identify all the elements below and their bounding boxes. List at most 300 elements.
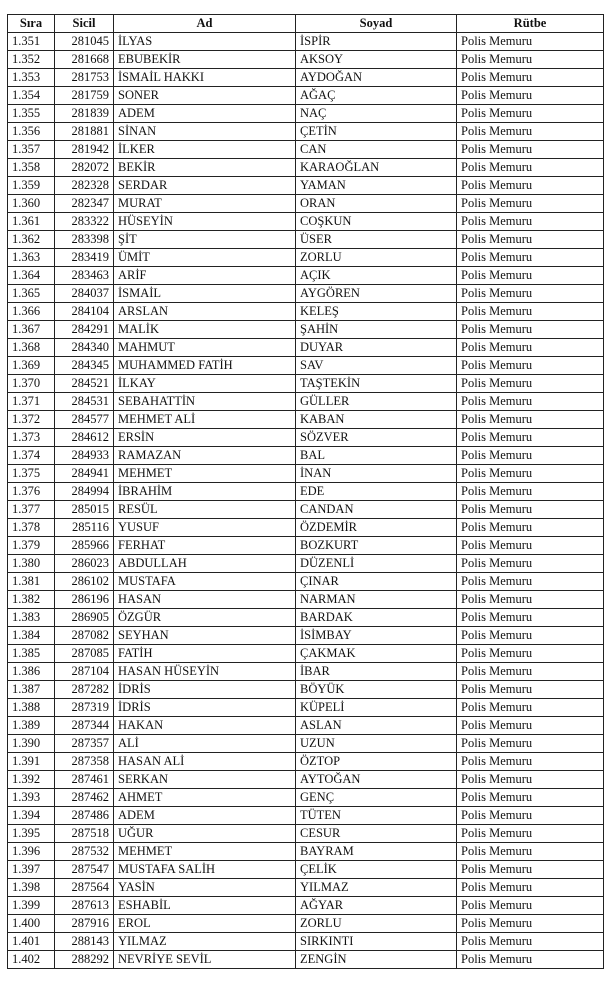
sira-cell: 1.382 [8, 591, 55, 609]
rutbe-cell: Polis Memuru [457, 105, 604, 123]
sicil-cell: 284340 [55, 339, 114, 357]
soyad-cell: GÜLLER [296, 393, 457, 411]
table-row [8, 951, 604, 969]
ad-cell: MEHMET ALİ [114, 411, 296, 429]
rutbe-cell: Polis Memuru [457, 555, 604, 573]
soyad-cell: AÇIK [296, 267, 457, 285]
ad-cell: RAMAZAN [114, 447, 296, 465]
table-row [8, 447, 604, 465]
sira-cell: 1.373 [8, 429, 55, 447]
rutbe-cell: Polis Memuru [457, 807, 604, 825]
table-row [8, 105, 604, 123]
sira-cell: 1.359 [8, 177, 55, 195]
ad-cell: SİNAN [114, 123, 296, 141]
rutbe-cell: Polis Memuru [457, 915, 604, 933]
soyad-cell: KARAOĞLAN [296, 159, 457, 177]
rutbe-cell: Polis Memuru [457, 267, 604, 285]
rutbe-cell: Polis Memuru [457, 87, 604, 105]
sicil-cell: 287104 [55, 663, 114, 681]
sira-cell: 1.391 [8, 753, 55, 771]
rutbe-cell: Polis Memuru [457, 177, 604, 195]
rutbe-cell: Polis Memuru [457, 717, 604, 735]
table-row [8, 537, 604, 555]
rutbe-cell: Polis Memuru [457, 609, 604, 627]
sira-cell: 1.369 [8, 357, 55, 375]
table-row [8, 645, 604, 663]
rutbe-cell: Polis Memuru [457, 123, 604, 141]
soyad-cell: İNAN [296, 465, 457, 483]
sira-cell: 1.388 [8, 699, 55, 717]
table-row [8, 663, 604, 681]
rutbe-cell: Polis Memuru [457, 645, 604, 663]
sira-cell: 1.392 [8, 771, 55, 789]
sira-cell: 1.370 [8, 375, 55, 393]
sicil-cell: 283419 [55, 249, 114, 267]
sira-cell: 1.397 [8, 861, 55, 879]
rutbe-cell: Polis Memuru [457, 141, 604, 159]
ad-cell: ADEM [114, 105, 296, 123]
rutbe-cell: Polis Memuru [457, 843, 604, 861]
soyad-cell: ÇETİN [296, 123, 457, 141]
soyad-cell: DÜZENLİ [296, 555, 457, 573]
table-row [8, 231, 604, 249]
soyad-cell: CAN [296, 141, 457, 159]
rutbe-cell: Polis Memuru [457, 537, 604, 555]
table-header [8, 15, 604, 33]
soyad-cell: SAV [296, 357, 457, 375]
rutbe-cell: Polis Memuru [457, 411, 604, 429]
sicil-cell: 287358 [55, 753, 114, 771]
sira-cell: 1.393 [8, 789, 55, 807]
ad-cell: ŞİT [114, 231, 296, 249]
table-row [8, 321, 604, 339]
sira-cell: 1.380 [8, 555, 55, 573]
soyad-cell: DUYAR [296, 339, 457, 357]
ad-cell: MALİK [114, 321, 296, 339]
table-row [8, 879, 604, 897]
table-body [8, 33, 604, 969]
rutbe-cell: Polis Memuru [457, 51, 604, 69]
rutbe-cell: Polis Memuru [457, 213, 604, 231]
header-soyad: Soyad [296, 15, 457, 33]
soyad-cell: ZORLU [296, 915, 457, 933]
soyad-cell: ZENGİN [296, 951, 457, 969]
sira-cell: 1.358 [8, 159, 55, 177]
sicil-cell: 284037 [55, 285, 114, 303]
rutbe-cell: Polis Memuru [457, 285, 604, 303]
sira-cell: 1.400 [8, 915, 55, 933]
table-row [8, 897, 604, 915]
sicil-cell: 284104 [55, 303, 114, 321]
ad-cell: ALİ [114, 735, 296, 753]
table-row [8, 303, 604, 321]
table-row [8, 159, 604, 177]
rutbe-cell: Polis Memuru [457, 627, 604, 645]
ad-cell: İSMAİL [114, 285, 296, 303]
table-row [8, 249, 604, 267]
ad-cell: ESHABİL [114, 897, 296, 915]
table-row [8, 843, 604, 861]
sicil-cell: 287547 [55, 861, 114, 879]
table-row [8, 735, 604, 753]
sicil-cell: 284531 [55, 393, 114, 411]
sira-cell: 1.355 [8, 105, 55, 123]
sicil-cell: 286102 [55, 573, 114, 591]
soyad-cell: ASLAN [296, 717, 457, 735]
sicil-cell: 288292 [55, 951, 114, 969]
ad-cell: MURAT [114, 195, 296, 213]
soyad-cell: ORAN [296, 195, 457, 213]
ad-cell: ABDULLAH [114, 555, 296, 573]
sira-cell: 1.360 [8, 195, 55, 213]
sicil-cell: 282347 [55, 195, 114, 213]
sicil-cell: 287282 [55, 681, 114, 699]
soyad-cell: ÇAKMAK [296, 645, 457, 663]
sicil-cell: 285116 [55, 519, 114, 537]
sicil-cell: 284933 [55, 447, 114, 465]
ad-cell: FATİH [114, 645, 296, 663]
soyad-cell: KABAN [296, 411, 457, 429]
ad-cell: ÜMİT [114, 249, 296, 267]
soyad-cell: BARDAK [296, 609, 457, 627]
soyad-cell: KÜPELİ [296, 699, 457, 717]
table-row [8, 357, 604, 375]
sira-cell: 1.377 [8, 501, 55, 519]
sira-cell: 1.362 [8, 231, 55, 249]
sicil-cell: 287357 [55, 735, 114, 753]
table-row [8, 339, 604, 357]
soyad-cell: ÇELİK [296, 861, 457, 879]
sira-cell: 1.399 [8, 897, 55, 915]
soyad-cell: KELEŞ [296, 303, 457, 321]
sira-cell: 1.394 [8, 807, 55, 825]
rutbe-cell: Polis Memuru [457, 591, 604, 609]
sira-cell: 1.372 [8, 411, 55, 429]
sira-cell: 1.385 [8, 645, 55, 663]
soyad-cell: AĞAÇ [296, 87, 457, 105]
soyad-cell: UZUN [296, 735, 457, 753]
table-row [8, 411, 604, 429]
ad-cell: İBRAHİM [114, 483, 296, 501]
soyad-cell: SIRKINTI [296, 933, 457, 951]
sicil-cell: 286196 [55, 591, 114, 609]
ad-cell: NEVRİYE SEVİL [114, 951, 296, 969]
sira-cell: 1.381 [8, 573, 55, 591]
soyad-cell: ÇINAR [296, 573, 457, 591]
table-row [8, 933, 604, 951]
table-row [8, 33, 604, 51]
rutbe-cell: Polis Memuru [457, 321, 604, 339]
sicil-cell: 284994 [55, 483, 114, 501]
soyad-cell: ŞAHİN [296, 321, 457, 339]
table-row [8, 555, 604, 573]
table-row [8, 267, 604, 285]
sicil-cell: 287564 [55, 879, 114, 897]
table-row [8, 465, 604, 483]
soyad-cell: ÖZTOP [296, 753, 457, 771]
document-page [7, 14, 603, 969]
soyad-cell: TAŞTEKİN [296, 375, 457, 393]
ad-cell: MEHMET [114, 465, 296, 483]
table-row [8, 213, 604, 231]
soyad-cell: GENÇ [296, 789, 457, 807]
soyad-cell: ÜSER [296, 231, 457, 249]
sira-cell: 1.395 [8, 825, 55, 843]
ad-cell: HASAN [114, 591, 296, 609]
ad-cell: ARİF [114, 267, 296, 285]
table-row [8, 123, 604, 141]
sira-cell: 1.368 [8, 339, 55, 357]
sira-cell: 1.396 [8, 843, 55, 861]
ad-cell: AHMET [114, 789, 296, 807]
soyad-cell: BAYRAM [296, 843, 457, 861]
rutbe-cell: Polis Memuru [457, 339, 604, 357]
table-row [8, 753, 604, 771]
sicil-cell: 287462 [55, 789, 114, 807]
rutbe-cell: Polis Memuru [457, 825, 604, 843]
sira-cell: 1.383 [8, 609, 55, 627]
ad-cell: HÜSEYİN [114, 213, 296, 231]
table-row [8, 393, 604, 411]
sira-cell: 1.384 [8, 627, 55, 645]
soyad-cell: COŞKUN [296, 213, 457, 231]
table-row [8, 717, 604, 735]
ad-cell: İLKAY [114, 375, 296, 393]
ad-cell: YILMAZ [114, 933, 296, 951]
ad-cell: EBUBEKİR [114, 51, 296, 69]
rutbe-cell: Polis Memuru [457, 519, 604, 537]
soyad-cell: AYTOĞAN [296, 771, 457, 789]
header-row [8, 15, 604, 33]
sira-cell: 1.352 [8, 51, 55, 69]
sicil-cell: 281668 [55, 51, 114, 69]
ad-cell: ADEM [114, 807, 296, 825]
rutbe-cell: Polis Memuru [457, 465, 604, 483]
table-row [8, 177, 604, 195]
sira-cell: 1.354 [8, 87, 55, 105]
soyad-cell: BÖYÜK [296, 681, 457, 699]
soyad-cell: TÜTEN [296, 807, 457, 825]
ad-cell: YUSUF [114, 519, 296, 537]
soyad-cell: İSPİR [296, 33, 457, 51]
table-row [8, 285, 604, 303]
table-row [8, 375, 604, 393]
rutbe-cell: Polis Memuru [457, 933, 604, 951]
personnel-table [7, 14, 604, 969]
table-row [8, 429, 604, 447]
soyad-cell: CESUR [296, 825, 457, 843]
rutbe-cell: Polis Memuru [457, 753, 604, 771]
rutbe-cell: Polis Memuru [457, 681, 604, 699]
sicil-cell: 281881 [55, 123, 114, 141]
ad-cell: İLKER [114, 141, 296, 159]
ad-cell: MUHAMMED FATİH [114, 357, 296, 375]
sicil-cell: 284345 [55, 357, 114, 375]
soyad-cell: YILMAZ [296, 879, 457, 897]
sira-cell: 1.353 [8, 69, 55, 87]
soyad-cell: SÖZVER [296, 429, 457, 447]
soyad-cell: AYDOĞAN [296, 69, 457, 87]
table-row [8, 825, 604, 843]
soyad-cell: BAL [296, 447, 457, 465]
sicil-cell: 283463 [55, 267, 114, 285]
sira-cell: 1.398 [8, 879, 55, 897]
ad-cell: SERDAR [114, 177, 296, 195]
table-row [8, 195, 604, 213]
sira-cell: 1.371 [8, 393, 55, 411]
sicil-cell: 282072 [55, 159, 114, 177]
sicil-cell: 283322 [55, 213, 114, 231]
ad-cell: İDRİS [114, 699, 296, 717]
table-row [8, 483, 604, 501]
soyad-cell: YAMAN [296, 177, 457, 195]
soyad-cell: NARMAN [296, 591, 457, 609]
sicil-cell: 285966 [55, 537, 114, 555]
sira-cell: 1.367 [8, 321, 55, 339]
table-row [8, 627, 604, 645]
table-row [8, 699, 604, 717]
sira-cell: 1.363 [8, 249, 55, 267]
sira-cell: 1.376 [8, 483, 55, 501]
rutbe-cell: Polis Memuru [457, 429, 604, 447]
ad-cell: ARSLAN [114, 303, 296, 321]
sicil-cell: 281839 [55, 105, 114, 123]
sicil-cell: 287532 [55, 843, 114, 861]
sira-cell: 1.379 [8, 537, 55, 555]
rutbe-cell: Polis Memuru [457, 447, 604, 465]
rutbe-cell: Polis Memuru [457, 393, 604, 411]
sira-cell: 1.389 [8, 717, 55, 735]
ad-cell: MAHMUT [114, 339, 296, 357]
rutbe-cell: Polis Memuru [457, 357, 604, 375]
rutbe-cell: Polis Memuru [457, 861, 604, 879]
sicil-cell: 287085 [55, 645, 114, 663]
rutbe-cell: Polis Memuru [457, 771, 604, 789]
soyad-cell: İSİMBAY [296, 627, 457, 645]
rutbe-cell: Polis Memuru [457, 573, 604, 591]
sicil-cell: 281942 [55, 141, 114, 159]
ad-cell: HASAN HÜSEYİN [114, 663, 296, 681]
sira-cell: 1.357 [8, 141, 55, 159]
table-row [8, 771, 604, 789]
header-sicil: Sicil [55, 15, 114, 33]
ad-cell: RESÜL [114, 501, 296, 519]
rutbe-cell: Polis Memuru [457, 735, 604, 753]
sicil-cell: 286905 [55, 609, 114, 627]
sicil-cell: 287518 [55, 825, 114, 843]
rutbe-cell: Polis Memuru [457, 501, 604, 519]
ad-cell: MEHMET [114, 843, 296, 861]
sicil-cell: 281753 [55, 69, 114, 87]
table-row [8, 519, 604, 537]
sicil-cell: 287461 [55, 771, 114, 789]
table-row [8, 609, 604, 627]
table-row [8, 789, 604, 807]
ad-cell: ERSİN [114, 429, 296, 447]
sira-cell: 1.378 [8, 519, 55, 537]
rutbe-cell: Polis Memuru [457, 195, 604, 213]
header-rutbe: Rütbe [457, 15, 604, 33]
table-row [8, 591, 604, 609]
soyad-cell: ZORLU [296, 249, 457, 267]
sicil-cell: 285015 [55, 501, 114, 519]
rutbe-cell: Polis Memuru [457, 303, 604, 321]
ad-cell: YASİN [114, 879, 296, 897]
ad-cell: İLYAS [114, 33, 296, 51]
ad-cell: SERKAN [114, 771, 296, 789]
sira-cell: 1.356 [8, 123, 55, 141]
table-row [8, 87, 604, 105]
sira-cell: 1.374 [8, 447, 55, 465]
soyad-cell: EDE [296, 483, 457, 501]
rutbe-cell: Polis Memuru [457, 69, 604, 87]
rutbe-cell: Polis Memuru [457, 159, 604, 177]
sira-cell: 1.402 [8, 951, 55, 969]
rutbe-cell: Polis Memuru [457, 33, 604, 51]
table-row [8, 915, 604, 933]
soyad-cell: İBAR [296, 663, 457, 681]
soyad-cell: CANDAN [296, 501, 457, 519]
soyad-cell: AYGÖREN [296, 285, 457, 303]
ad-cell: BEKİR [114, 159, 296, 177]
rutbe-cell: Polis Memuru [457, 249, 604, 267]
ad-cell: MUSTAFA [114, 573, 296, 591]
header-ad: Ad [114, 15, 296, 33]
table-row [8, 69, 604, 87]
soyad-cell: NAÇ [296, 105, 457, 123]
sicil-cell: 284521 [55, 375, 114, 393]
sicil-cell: 284291 [55, 321, 114, 339]
rutbe-cell: Polis Memuru [457, 483, 604, 501]
ad-cell: MUSTAFA SALİH [114, 861, 296, 879]
ad-cell: SEBAHATTİN [114, 393, 296, 411]
sira-cell: 1.390 [8, 735, 55, 753]
sira-cell: 1.366 [8, 303, 55, 321]
rutbe-cell: Polis Memuru [457, 897, 604, 915]
sicil-cell: 284612 [55, 429, 114, 447]
rutbe-cell: Polis Memuru [457, 951, 604, 969]
sicil-cell: 282328 [55, 177, 114, 195]
rutbe-cell: Polis Memuru [457, 879, 604, 897]
sicil-cell: 281759 [55, 87, 114, 105]
ad-cell: İDRİS [114, 681, 296, 699]
ad-cell: EROL [114, 915, 296, 933]
ad-cell: FERHAT [114, 537, 296, 555]
rutbe-cell: Polis Memuru [457, 231, 604, 249]
table-row [8, 51, 604, 69]
table-row [8, 681, 604, 699]
rutbe-cell: Polis Memuru [457, 663, 604, 681]
rutbe-cell: Polis Memuru [457, 699, 604, 717]
sira-cell: 1.387 [8, 681, 55, 699]
soyad-cell: AĞYAR [296, 897, 457, 915]
soyad-cell: BOZKURT [296, 537, 457, 555]
ad-cell: SONER [114, 87, 296, 105]
soyad-cell: AKSOY [296, 51, 457, 69]
header-sira: Sıra [8, 15, 55, 33]
sicil-cell: 287082 [55, 627, 114, 645]
sicil-cell: 283398 [55, 231, 114, 249]
sira-cell: 1.401 [8, 933, 55, 951]
sicil-cell: 287613 [55, 897, 114, 915]
ad-cell: ÖZGÜR [114, 609, 296, 627]
sira-cell: 1.375 [8, 465, 55, 483]
rutbe-cell: Polis Memuru [457, 375, 604, 393]
ad-cell: HAKAN [114, 717, 296, 735]
sicil-cell: 287916 [55, 915, 114, 933]
table-row [8, 807, 604, 825]
ad-cell: SEYHAN [114, 627, 296, 645]
